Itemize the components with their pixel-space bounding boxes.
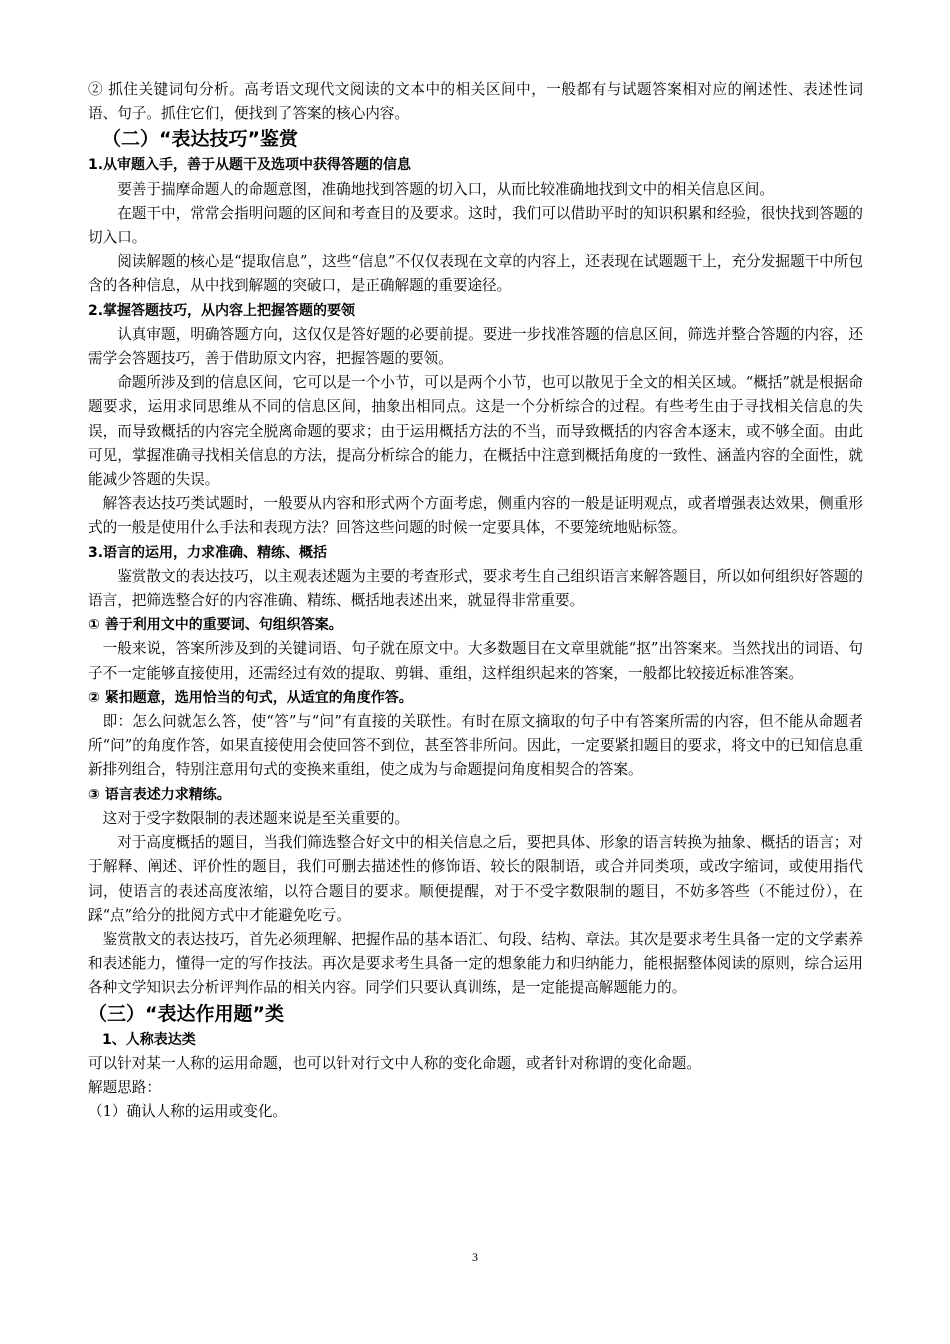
paragraph-key-sentences: ② 抓住关键词句分析。高考语文现代文阅读的文本中的相关区间中，一般都有与试题答案相对应的阐述性、表述性词语、句子。抓住它们，便找到了答案的核心内容。 [88,81,863,123]
paragraph: 解答表达技巧类试题时，一般要从内容和形式两个方面考虑，侧重内容的一般是证明观点，或者增强表达效果，侧重形式的一般是使用什么手法和表现方法？回答这些问题的时候一定要具体，不要笼统地贴标签。 [88,495,863,537]
paragraph: 这对于受字数限制的表述题来说是至关重要的。 [102,809,410,827]
point-3-title: ③ 语言表述力求精练。 [88,786,231,803]
paragraph: 一般来说，答案所涉及到的关键词语、句子就在原文中。大多数题目在文章里就能“抠”出答案来。当然找出的词语、句子不一定能够直接使用，还需经过有效的提取、剪辑、重组，这样组织起来的答案，一般都比较接近标准答案。 [88,640,863,682]
paragraph: （1）确认人称的运用或变化。 [88,1103,288,1121]
paragraph: 认真审题，明确答题方向，这仅仅是答好题的必要前提。要进一步找准答题的信息区间，筛选并整合答题的内容，还需学会答题技巧，善于借助原文内容，把握答题的要领。 [88,325,863,368]
paragraph: 鉴赏散文的表达技巧，以主观表述题为主要的考查形式，要求考生自己组织语言来解答题目，所以如何组织好答题的语言，把筛选整合好的内容准确、精练、概括地表述出来，就显得非常重要。 [88,567,863,610]
paragraph: 在题干中，常常会指明问题的区间和考查目的及要求。这时，我们可以借助平时的知识积累和经验，很快找到答题的切入口。 [88,204,863,247]
paragraph: 要善于揣摩命题人的命题意图，准确地找到答题的切入口，从而比较准确地找到文中的相关信息区间。 [117,180,774,198]
paragraph: 可以针对某一人称的运用命题，也可以针对行文中人称的变化命题，或者针对称谓的变化命题。 [88,1054,701,1072]
paragraph-summary: 鉴赏散文的表达技巧，首先必须理解、把握作品的基本语汇、句段、结构、章法。其次是要求考生具备一定的文学素养和表述能力，懂得一定的写作技法。再次是要求考生具备一定的想象能力和归纳能力，能根据整体阅读的原则，综合运用各种文学知识去分析评判作品的相关内容。同学们只要认真训练，是一定能提高解题能力的。 [88,930,863,997]
subheading-1: 1.从审题入手，善于从题干及选项中获得答题的信息 [88,157,412,174]
point-1-title: ① 善于利用文中的重要词、句组织答案。 [88,617,343,634]
paragraph: 解题思路： [88,1078,161,1096]
section-heading-expression-function: （三）“表达作用题”类 [88,1002,284,1025]
subheading-3: 3.语言的运用，力求准确、精练、概括 [88,544,328,561]
document-body [88,78,863,1124]
point-2-title: ② 紧扣题意，选用恰当的句式，从适宜的角度作答。 [88,689,413,706]
paragraph: 命题所涉及到的信息区间，它可以是一个小节，可以是两个小节，也可以散见于全文的相关区域。“概括”就是根据命题要求，运用求同思维从不同的信息区间，抽象出相同点。这是一个分析综合的过程。有些考生由于寻找相关信息的失误，而导致概括的内容完全脱离命题的要求；由于运用概括方法的不当，而导致概括的内容舍本逐末，或不够全面。由此可见，掌握准确寻找相关信息的方法，提高分析综合的能力，在概括中注意到概括角度的一致性、涵盖内容的全面性，就能减少答题的失误。 [88,374,863,489]
paragraph: 阅读解题的核心是“提取信息”，这些“信息”不仅仅表现在文章的内容上，还表现在试题题干上，充分发掘题干中所包含的各种信息，从中找到解题的突破口，是正确解题的重要途径。 [88,253,863,295]
subheading-person: 1、人称表达类 [102,1031,196,1048]
section-heading-expression-techniques: （二）“表达技巧”鉴赏 [102,128,298,151]
page-number: 3 [472,1250,478,1264]
paragraph: 即：怎么问就怎么答，使“答”与“问”有直接的关联性。有时在原文摘取的句子中有答案所需的内容，但不能从命题者所“问”的角度作答，如果直接使用会使回答不到位，甚至答非所问。因此，一定要紧扣题目的要求，将文中的已知信息重新排列组合，特别注意用句式的变换来重组，使之成为与命题提问角度相契合的答案。 [88,713,863,779]
paragraph: 对于高度概括的题目，当我们筛选整合好文中的相关信息之后，要把具体、形象的语言转换为抽象、概括的语言；对于解释、阐述、评价性的题目，我们可删去描述性的修饰语、较长的限制语，或合并同类项，或改字缩词，或使用指代词，使语言的表述高度浓缩，以符合题目的要求。顺便提醒，对于不受字数限制的题目，不妨多答些（不能过份），在踩“点”给分的批阅方式中才能避免吃亏。 [88,834,863,924]
subheading-2: 2.掌握答题技巧，从内容上把握答题的要领 [88,302,356,319]
